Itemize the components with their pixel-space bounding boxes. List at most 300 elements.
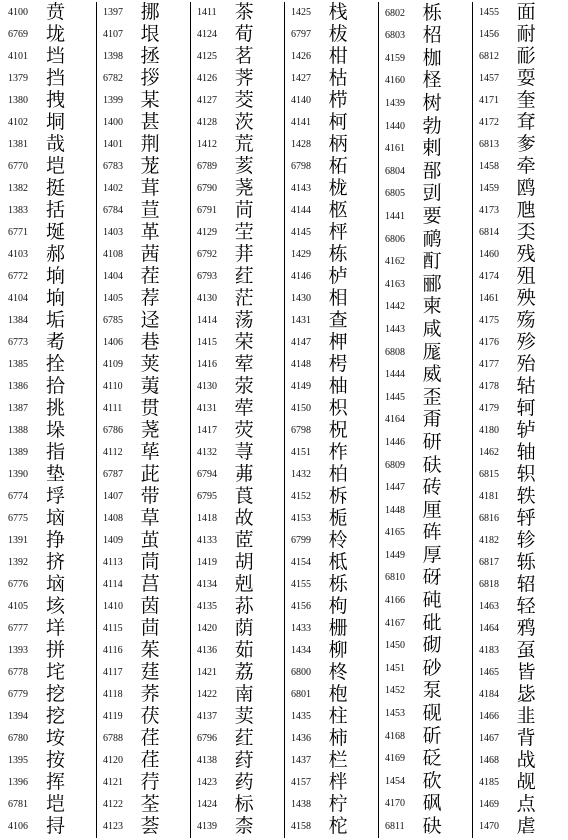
entry-code: 6776 — [8, 579, 28, 591]
entry-code: 4157 — [291, 777, 311, 789]
list-item — [2, 112, 96, 134]
list-item — [97, 24, 190, 46]
entry-code: 1450 — [385, 640, 405, 652]
entry-character: 荨 — [234, 442, 254, 464]
list-item — [379, 770, 472, 793]
list-item — [2, 46, 96, 68]
entry-character: 挤 — [46, 552, 66, 574]
list-item — [473, 376, 566, 398]
list-item — [473, 90, 566, 112]
list-item — [191, 794, 284, 816]
list-item — [379, 522, 472, 545]
entry-character: 厘 — [422, 499, 442, 521]
entry-code: 4177 — [479, 359, 499, 371]
entry-character: 茱 — [140, 640, 160, 662]
list-item — [379, 2, 472, 25]
entry-character: 要 — [422, 205, 442, 227]
entry-code: 4152 — [291, 491, 311, 503]
entry-character: 栎 — [422, 2, 442, 24]
entry-character: 荥 — [234, 376, 254, 398]
entry-character: 埏 — [46, 222, 66, 244]
list-item — [191, 618, 284, 640]
entry-code: 1433 — [291, 623, 311, 635]
entry-character: 垠 — [140, 24, 160, 46]
entry-code: 4181 — [479, 491, 499, 503]
entry-character: 拴 — [46, 354, 66, 376]
entry-character: 柙 — [328, 332, 348, 354]
entry-code: 6778 — [8, 667, 28, 679]
entry-character: 剌 — [422, 137, 442, 160]
list-item — [285, 442, 378, 464]
entry-code: 1456 — [479, 29, 499, 41]
entry-code: 4101 — [8, 51, 28, 63]
entry-code: 4171 — [479, 95, 499, 107]
entry-code: 1436 — [291, 733, 311, 745]
entry-code: 1470 — [479, 821, 499, 833]
entry-character: 栎 — [328, 574, 348, 596]
list-item — [473, 684, 566, 706]
entry-character: 甭 — [422, 408, 442, 431]
entry-code: 4163 — [385, 278, 405, 290]
entry-character: 挣 — [46, 530, 66, 552]
list-item — [473, 552, 566, 574]
list-item — [285, 530, 378, 552]
entry-character: 砗 — [422, 521, 442, 544]
entry-character: 栀 — [328, 508, 348, 530]
entry-character: 茬 — [140, 266, 160, 288]
entry-character: 荏 — [140, 750, 160, 772]
entry-character: 茨 — [234, 112, 254, 134]
list-item — [473, 2, 566, 24]
entry-character: 柳 — [328, 640, 348, 662]
entry-character: 柽 — [422, 69, 442, 92]
entry-character: 草 — [140, 508, 160, 530]
list-item — [2, 640, 96, 662]
entry-code: 6818 — [479, 579, 499, 591]
entry-character: 故 — [234, 508, 254, 530]
entry-character: 栅 — [328, 618, 348, 640]
entry-character: 轵 — [516, 464, 536, 486]
list-item — [2, 68, 96, 90]
entry-character: 厖 — [422, 340, 442, 363]
entry-character: 垫 — [46, 464, 66, 486]
entry-character: 荔 — [234, 662, 254, 684]
entry-code: 4125 — [197, 51, 217, 63]
entry-character: 栊 — [328, 178, 348, 200]
list-item — [473, 794, 566, 816]
list-item — [473, 574, 566, 596]
entry-character: 栉 — [328, 90, 348, 112]
list-item — [379, 183, 472, 206]
entry-character: 垢 — [46, 310, 66, 332]
entry-character: 轻 — [516, 596, 536, 618]
column-5 — [378, 2, 472, 838]
entry-character: 殆 — [516, 354, 536, 376]
entry-code: 6805 — [385, 188, 405, 200]
entry-character: 荭 — [234, 728, 254, 750]
entry-code: 1453 — [385, 708, 405, 720]
entry-character: 荞 — [140, 684, 160, 706]
list-item — [379, 205, 472, 228]
entry-character: 殃 — [516, 288, 536, 310]
list-item — [285, 508, 378, 530]
list-item — [97, 244, 190, 266]
entry-code: 1407 — [103, 491, 123, 503]
entry-character: 虿 — [516, 640, 536, 662]
entry-character: 荚 — [140, 354, 160, 376]
entry-code: 4170 — [385, 798, 405, 810]
entry-character: 荀 — [234, 24, 254, 46]
list-item — [97, 706, 190, 728]
entry-character: 垧 — [46, 266, 66, 288]
entry-code: 4164 — [385, 414, 405, 426]
entry-character: 茼 — [140, 552, 160, 574]
list-item — [285, 596, 378, 618]
entry-character: 拼 — [46, 640, 66, 662]
entry-code: 6810 — [385, 572, 405, 584]
list-item — [379, 115, 472, 138]
entry-character: 耇 — [46, 332, 66, 354]
entry-character: 枰 — [328, 222, 348, 244]
entry-character: 砘 — [422, 589, 442, 612]
list-item — [191, 596, 284, 618]
list-item — [379, 138, 472, 161]
entry-code: 4102 — [8, 117, 28, 129]
entry-code: 6808 — [385, 346, 405, 358]
entry-character: 相 — [328, 288, 348, 310]
entry-code: 4104 — [8, 293, 28, 305]
list-item — [191, 574, 284, 596]
entry-code: 1405 — [103, 293, 123, 305]
entry-character: 研 — [422, 431, 442, 453]
list-item — [191, 156, 284, 178]
entry-character: 茯 — [140, 706, 160, 728]
list-item — [285, 684, 378, 706]
entry-code: 4176 — [479, 337, 499, 349]
entry-code: 6798 — [291, 425, 311, 437]
list-item — [2, 266, 96, 288]
entry-code: 1409 — [103, 535, 123, 547]
list-item — [285, 464, 378, 486]
entry-code: 1401 — [103, 139, 123, 151]
entry-character: 柱 — [328, 706, 348, 728]
entry-character: 标 — [234, 794, 254, 816]
entry-code: 1440 — [385, 120, 405, 132]
list-item — [2, 618, 96, 640]
list-item — [191, 90, 284, 112]
list-item — [97, 464, 190, 486]
list-item — [97, 222, 190, 244]
list-item — [2, 706, 96, 728]
entry-code: 6791 — [197, 205, 217, 217]
entry-code: 1469 — [479, 799, 499, 811]
list-item — [285, 244, 378, 266]
entry-character: 迳 — [140, 310, 160, 332]
entry-code: 4121 — [103, 777, 123, 789]
entry-character: 砌 — [422, 634, 442, 657]
entry-character: 莛 — [140, 662, 160, 684]
entry-character: 歪 — [422, 386, 442, 408]
list-item — [379, 725, 472, 748]
entry-character: 茈 — [140, 464, 160, 486]
list-item — [379, 454, 472, 477]
list-item — [473, 420, 566, 442]
entry-character: 挺 — [46, 178, 66, 200]
entry-code: 4119 — [103, 711, 123, 723]
entry-character: 挖 — [46, 684, 66, 706]
column-4 — [284, 2, 378, 838]
entry-character: 荆 — [140, 134, 160, 156]
entry-character: 轱 — [516, 376, 536, 398]
list-item — [473, 816, 566, 838]
list-item — [379, 70, 472, 93]
entry-code: 4135 — [197, 601, 217, 613]
entry-character: 背 — [516, 728, 536, 750]
list-item — [191, 662, 284, 684]
list-item — [191, 46, 284, 68]
entry-code: 1459 — [479, 183, 499, 195]
entry-code: 1442 — [385, 301, 405, 313]
entry-code: 4160 — [385, 75, 405, 87]
entry-code: 4130 — [197, 381, 217, 393]
list-item — [97, 794, 190, 816]
entry-code: 4156 — [291, 601, 311, 613]
entry-code: 1458 — [479, 161, 499, 173]
entry-character: 荑 — [140, 376, 160, 398]
entry-character: 革 — [140, 222, 160, 244]
entry-code: 1387 — [8, 403, 28, 415]
entry-character: 轸 — [516, 530, 536, 552]
entry-code: 4139 — [197, 821, 217, 833]
list-item — [473, 222, 566, 244]
entry-code: 6772 — [8, 271, 28, 283]
list-item — [379, 702, 472, 725]
list-item — [473, 618, 566, 640]
list-item — [191, 552, 284, 574]
list-item — [191, 24, 284, 46]
list-item — [191, 2, 284, 24]
entry-character: 柝 — [328, 486, 348, 508]
list-item — [97, 420, 190, 442]
list-item — [191, 398, 284, 420]
entry-code: 1455 — [479, 7, 499, 19]
list-item — [473, 354, 566, 376]
list-item — [97, 288, 190, 310]
entry-code: 4173 — [479, 205, 499, 217]
list-item — [473, 200, 566, 222]
entry-code: 4123 — [103, 821, 123, 833]
list-item — [379, 273, 472, 296]
entry-code: 1463 — [479, 601, 499, 613]
entry-character: 荡 — [234, 310, 254, 332]
list-item — [473, 596, 566, 618]
list-item — [97, 112, 190, 134]
entry-code: 1423 — [197, 777, 217, 789]
list-item — [191, 728, 284, 750]
entry-character: 耷 — [516, 112, 536, 134]
entry-character: 垱 — [46, 46, 66, 68]
entry-code: 1419 — [197, 557, 217, 569]
entry-character: 荣 — [234, 332, 254, 354]
entry-character: 荛 — [234, 178, 254, 200]
list-item — [97, 552, 190, 574]
entry-code: 4184 — [479, 689, 499, 701]
entry-character: 垲 — [46, 156, 66, 178]
entry-character: 鸥 — [516, 178, 536, 200]
entry-code: 1408 — [103, 513, 123, 525]
list-item — [2, 750, 96, 772]
entry-code: 6816 — [479, 513, 499, 525]
entry-code: 1400 — [103, 117, 123, 129]
entry-code: 4127 — [197, 95, 217, 107]
entry-character: 茫 — [234, 288, 254, 310]
entry-character: 荁 — [140, 200, 160, 222]
entry-character: 柩 — [328, 200, 348, 222]
list-item — [97, 618, 190, 640]
entry-code: 1382 — [8, 183, 28, 195]
entry-code: 6777 — [8, 623, 28, 635]
entry-character: 轳 — [516, 420, 536, 442]
entry-character: 垞 — [46, 662, 66, 684]
entry-code: 1412 — [197, 139, 217, 151]
list-item — [191, 288, 284, 310]
entry-code: 1395 — [8, 755, 28, 767]
list-item — [97, 310, 190, 332]
entry-character: 耍 — [516, 68, 536, 90]
list-item — [2, 508, 96, 530]
entry-character: 柷 — [328, 420, 348, 442]
list-item — [473, 530, 566, 552]
entry-code: 1468 — [479, 755, 499, 767]
list-item — [379, 635, 472, 658]
entry-code: 6789 — [197, 161, 217, 173]
list-item — [191, 684, 284, 706]
entry-code: 6796 — [197, 733, 217, 745]
entry-code: 4118 — [103, 689, 123, 701]
entry-code: 1441 — [385, 210, 405, 222]
list-item — [285, 354, 378, 376]
entry-code: 1460 — [479, 249, 499, 261]
list-item — [473, 772, 566, 794]
column-6 — [472, 2, 566, 838]
entry-character: 毖 — [516, 684, 536, 706]
entry-code: 4158 — [291, 821, 311, 833]
list-item — [2, 178, 96, 200]
entry-code: 4115 — [103, 623, 123, 635]
entry-code: 1432 — [291, 469, 311, 481]
entry-code: 6804 — [385, 165, 405, 177]
entry-character: 南 — [234, 684, 254, 706]
list-item — [379, 92, 472, 115]
entry-code: 6797 — [291, 29, 311, 41]
entry-code: 4161 — [385, 143, 405, 155]
entry-code: 4144 — [291, 205, 311, 217]
list-item — [285, 398, 378, 420]
entry-code: 4138 — [197, 755, 217, 767]
entry-code: 4183 — [479, 645, 499, 657]
entry-code: 4155 — [291, 579, 311, 591]
entry-character: 奀 — [516, 222, 536, 244]
entry-character: 垅 — [46, 24, 66, 46]
entry-code: 6773 — [8, 337, 28, 349]
list-item — [473, 310, 566, 332]
entry-character: 砒 — [422, 612, 442, 634]
entry-code: 6801 — [291, 689, 311, 701]
entry-code: 1389 — [8, 447, 28, 459]
entry-code: 1438 — [291, 799, 311, 811]
entry-character: 柘 — [328, 156, 348, 178]
entry-code: 6800 — [291, 667, 311, 679]
list-item — [379, 680, 472, 703]
entry-character: 柑 — [328, 46, 348, 68]
list-item — [191, 420, 284, 442]
list-item — [285, 68, 378, 90]
list-item — [97, 640, 190, 662]
entry-code: 4129 — [197, 227, 217, 239]
entry-code: 4150 — [291, 403, 311, 415]
entry-character: 咸 — [422, 318, 442, 340]
entry-code: 6775 — [8, 513, 28, 525]
list-item — [97, 530, 190, 552]
entry-code: 1415 — [197, 337, 217, 349]
entry-code: 1461 — [479, 293, 499, 305]
entry-code: 1435 — [291, 711, 311, 723]
entry-code: 4134 — [197, 579, 217, 591]
list-item — [285, 178, 378, 200]
entry-character: 拶 — [140, 68, 160, 90]
entry-character: 砍 — [422, 770, 442, 792]
entry-code: 1444 — [385, 369, 405, 381]
list-item — [285, 728, 378, 750]
entry-code: 4100 — [8, 7, 28, 19]
character-table — [2, 2, 566, 838]
entry-code: 1420 — [197, 623, 217, 635]
entry-code: 4111 — [103, 403, 123, 415]
list-item — [285, 112, 378, 134]
entry-code: 4185 — [479, 777, 499, 789]
entry-code: 4112 — [103, 447, 123, 459]
entry-code: 1445 — [385, 391, 405, 403]
entry-code: 1399 — [103, 95, 123, 107]
entry-code: 4124 — [197, 29, 217, 41]
entry-character: 枵 — [328, 354, 348, 376]
entry-code: 4169 — [385, 753, 405, 765]
entry-code: 4120 — [103, 755, 123, 767]
entry-code: 1437 — [291, 755, 311, 767]
entry-code: 4159 — [385, 52, 405, 64]
entry-code: 1434 — [291, 645, 311, 657]
entry-character: 枸 — [328, 596, 348, 618]
entry-character: 荪 — [234, 596, 254, 618]
entry-character: 砚 — [422, 702, 442, 725]
entry-code: 6814 — [479, 227, 499, 239]
entry-character: 栏 — [328, 750, 348, 772]
entry-code: 1451 — [385, 662, 405, 674]
list-item — [379, 793, 472, 816]
column-2 — [96, 2, 190, 838]
entry-character: 荒 — [234, 134, 254, 156]
list-item — [97, 486, 190, 508]
entry-code: 4165 — [385, 527, 405, 539]
list-item — [97, 750, 190, 772]
list-item — [97, 68, 190, 90]
entry-code: 6781 — [8, 799, 28, 811]
list-item — [2, 156, 96, 178]
list-item — [191, 332, 284, 354]
entry-character: 茏 — [140, 156, 160, 178]
entry-code: 1388 — [8, 425, 28, 437]
entry-code: 1446 — [385, 436, 405, 448]
